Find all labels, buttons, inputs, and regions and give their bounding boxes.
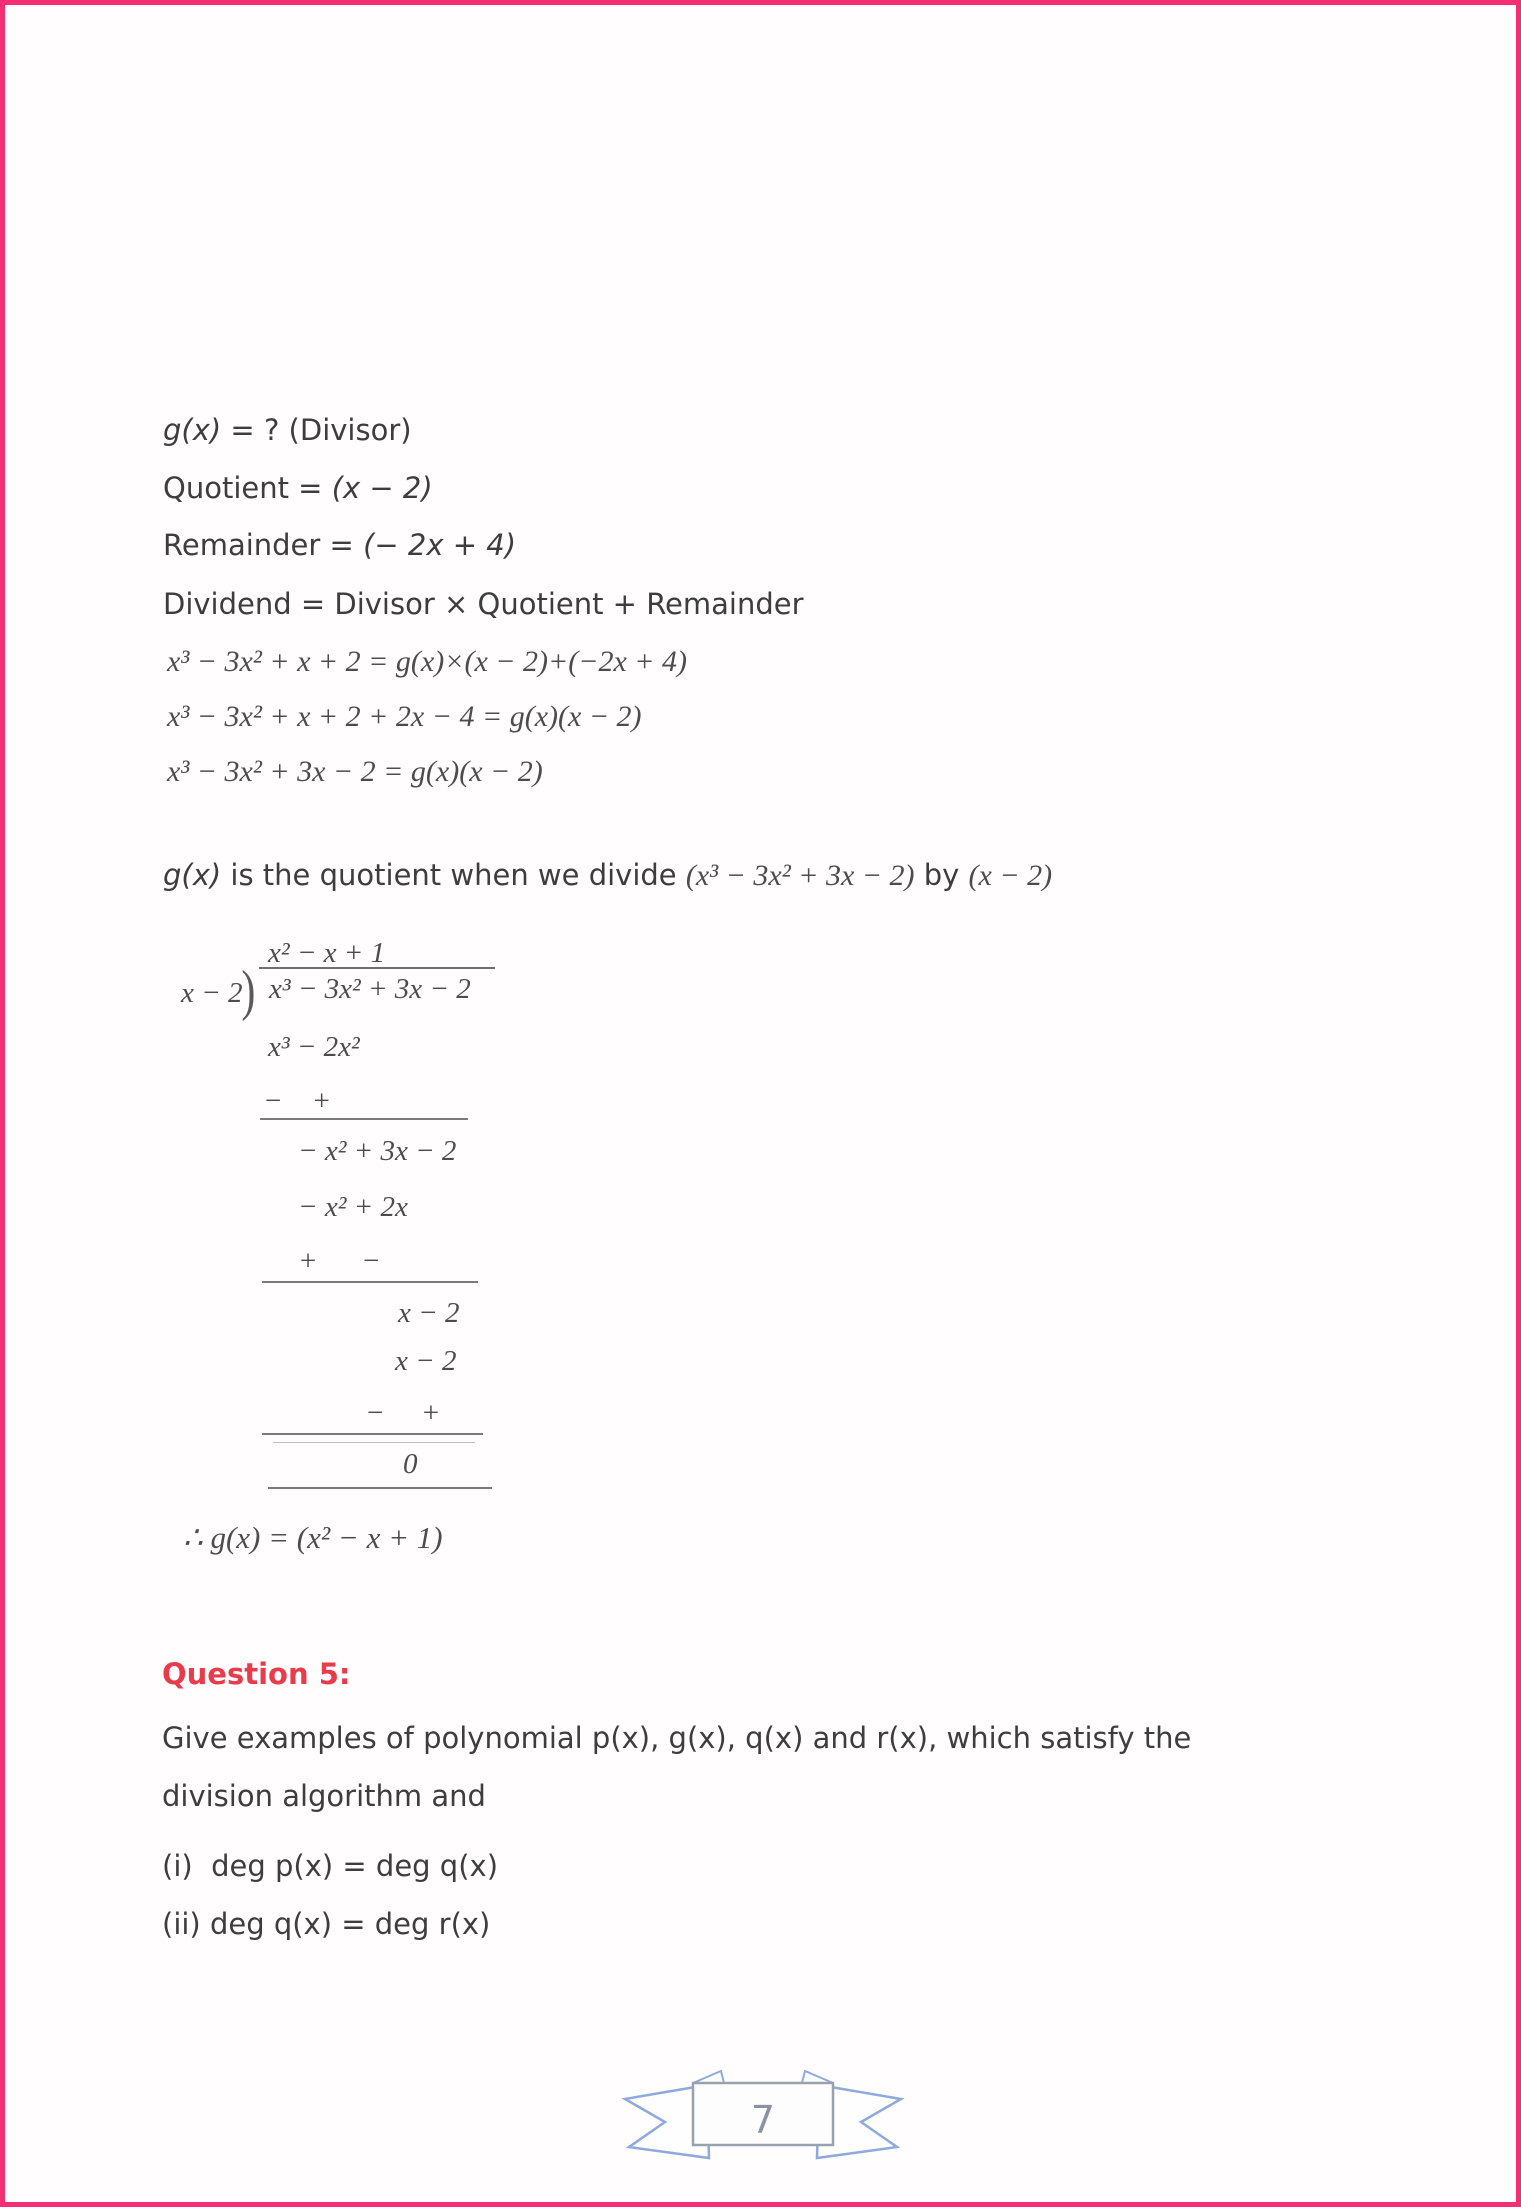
ld-sign-row-1: − + [263,1085,332,1117]
quotient-value: (x − 2) [331,471,433,505]
ld-sign-row-3: − + [365,1397,441,1429]
question-item-2: (ii) deg q(x) = deg r(x) [162,1907,491,1941]
long-division [165,935,585,1515]
ld-dividend: x³ − 3x² + 3x − 2 [259,967,495,1006]
dividend-rule-text: Dividend = Divisor × Quotient + Remainder [163,587,804,621]
ld-quotient: x² − x + 1 [268,937,386,969]
intro-line-2 [163,471,433,506]
intro-line-4 [163,587,804,622]
page-number: 7 [750,2098,776,2142]
ld-rule-2 [262,1281,478,1283]
ld-sign-row-2: + − [298,1245,381,1277]
question-body-line-1: Give examples of polynomial p(x), g(x), q(x) and r(x), which satisfy the [162,1721,1192,1755]
ld-step-3: − x² + 2x [298,1191,408,1223]
equation-1: x³ − 3x² + x + 2 = g(x)×(x − 2)+(−2x + 4) [167,645,688,678]
ld-step-5: x − 2 [395,1345,457,1377]
ld-rule-3b [273,1442,475,1443]
sentence-math-2: (x − 2) [968,859,1053,892]
quotient-label: Quotient = [163,471,332,505]
question-body-line-2: division algorithm and [162,1779,486,1813]
question-item-1: (i) deg p(x) = deg q(x) [162,1849,499,1883]
equation-2: x³ − 3x² + x + 2 + 2x − 4 = g(x)(x − 2) [167,700,642,733]
sentence-gx: g(x) [163,858,222,892]
question-heading: Question 5: [162,1657,351,1691]
math-gx: g(x) [163,413,222,447]
ribbon-left-fold [693,2071,724,2083]
ribbon-banner-icon [615,2061,911,2171]
ld-step-1: x³ − 2x² [268,1031,360,1063]
ld-remainder: 0 [403,1448,418,1480]
remainder-value: (− 2x + 4) [363,528,517,562]
sentence-math-1: (x³ − 3x² + 3x − 2) [685,859,915,892]
sentence-by: by [914,858,969,892]
page-number-ribbon [615,2061,911,2175]
intro-line-1-rest: = ? (Divisor) [221,413,412,447]
conclusion: ∴ g(x) = (x² − x + 1) [183,1520,443,1555]
remainder-label: Remainder = [163,528,364,562]
intro-line-1 [163,413,412,448]
ld-rule-1 [260,1118,468,1120]
ld-step-2: − x² + 3x − 2 [298,1135,457,1167]
ld-rule-3 [262,1433,483,1435]
ld-rule-4 [268,1487,492,1489]
sentence-mid: is the quotient when we divide [221,858,686,892]
intro-line-3 [163,528,516,563]
ld-divisor-paren: ) [241,960,256,1022]
equation-3 [167,755,543,789]
ribbon-right-fold [802,2071,833,2083]
quotient-sentence [163,858,1052,894]
ld-divisor: x − 2 [181,977,243,1009]
ld-step-4: x − 2 [398,1297,460,1329]
equation-3-text: x³ − 3x² + 3x − 2 = g(x)(x − 2) [167,755,543,788]
